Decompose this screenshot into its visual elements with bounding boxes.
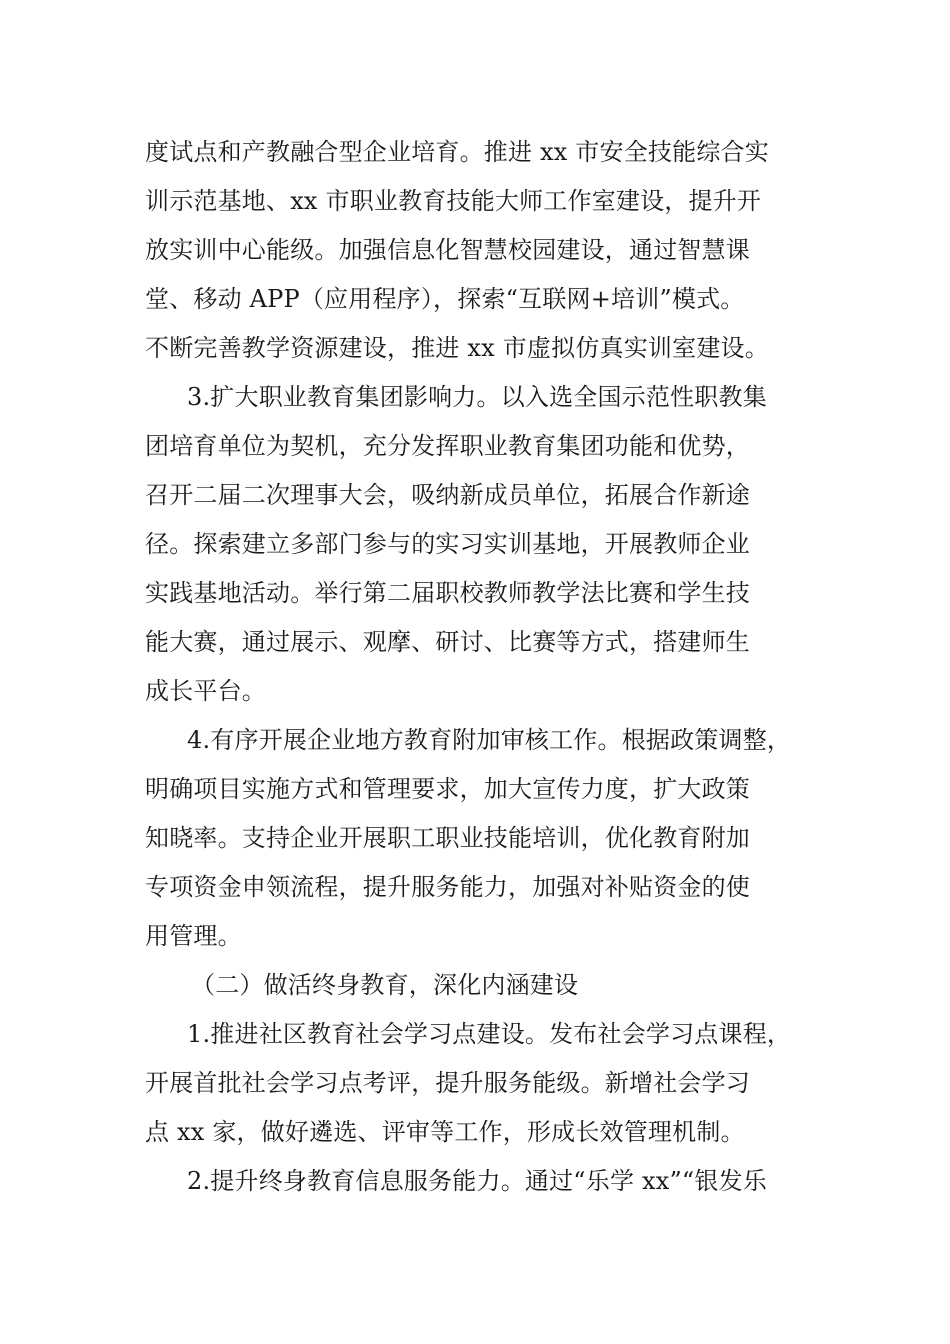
- text-line-5: 不断完善教学资源建设，推进 xx 市虚拟仿真实训室建设。: [145, 334, 769, 362]
- text-line-21: 点 xx 家，做好遴选、评审等工作，形成长效管理机制。: [145, 1118, 745, 1146]
- text-line-16: 专项资金申领流程，提升服务能力，加强对补贴资金的使: [145, 873, 750, 901]
- paragraph-1-start: 1.推进社区教育社会学习点建设。发布社会学习点课程，: [187, 1020, 792, 1048]
- document-body: [145, 128, 825, 1206]
- section-heading: （二）做活终身教育，深化内涵建设: [191, 971, 579, 999]
- text-line-8: 召开二届二次理事大会，吸纳新成员单位，拓展合作新途: [145, 481, 750, 509]
- text-line-4: 堂、移动 APP（应用程序），探索“互联网+培训”模式。: [145, 285, 745, 313]
- text-line-1: 度试点和产教融合型企业培育。推进 xx 市安全技能综合实: [145, 138, 769, 166]
- paragraph-4-start: 4.有序开展企业地方教育附加审核工作。根据政策调整，: [187, 726, 792, 754]
- text-line-10: 实践基地活动。举行第二届职校教师教学法比赛和学生技: [145, 579, 750, 607]
- text-line-14: 明确项目实施方式和管理要求，加大宣传力度，扩大政策: [145, 775, 750, 803]
- paragraph-2-start: 2.提升终身教育信息服务能力。通过“乐学 xx”“银发乐: [187, 1167, 768, 1195]
- text-line-11: 能大赛，通过展示、观摩、研讨、比赛等方式，搭建师生: [145, 628, 750, 656]
- paragraph-3-start: 3.扩大职业教育集团影响力。以入选全国示范性职教集: [187, 383, 767, 411]
- text-line-7: 团培育单位为契机，充分发挥职业教育集团功能和优势，: [145, 432, 750, 460]
- text-line-2: 训示范基地、xx 市职业教育技能大师工作室建设，提升开: [145, 187, 762, 215]
- text-line-12: 成长平台。: [145, 677, 266, 705]
- text-line-3: 放实训中心能级。加强信息化智慧校园建设，通过智慧课: [145, 236, 750, 264]
- text-line-20: 开展首批社会学习点考评，提升服务能级。新增社会学习: [145, 1069, 750, 1097]
- text-line-9: 径。探索建立多部门参与的实习实训基地，开展教师企业: [145, 530, 750, 558]
- text-line-17: 用管理。: [145, 922, 242, 950]
- text-line-15: 知晓率。支持企业开展职工职业技能培训，优化教育附加: [145, 824, 750, 852]
